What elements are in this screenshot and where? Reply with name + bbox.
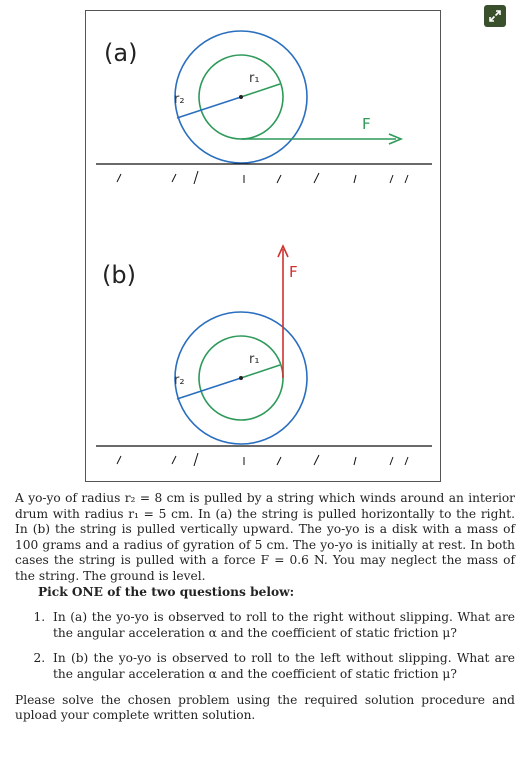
yo-yo-figure	[85, 10, 441, 482]
problem-text	[15, 491, 515, 724]
force-label-a: F	[362, 115, 371, 133]
question-2: 2. In (b) the yo-yo is observed to roll to the left without slipping. What are the angular acceleration α and the coefficient of static friction μ?	[49, 651, 515, 682]
radius-r1-b	[241, 365, 280, 378]
force-label-b: F	[289, 263, 298, 281]
center-dot-a	[239, 95, 243, 99]
expand-image-button[interactable]	[484, 5, 506, 27]
ground-hatching-a	[117, 171, 408, 184]
part-b-label: (b)	[102, 261, 136, 289]
radius-r2-a	[177, 97, 241, 118]
problem-intro: A yo-yo of radius r₂ = 8 cm is pulled by a string which winds around an interior drum with radius r₁ = 5 cm. In (a) the string is pulled horizontally to the right. In (b) the string is pulled vertically upward. The yo-yo is a disk with a mass of 100 grams and a radius of gyration of 5 cm. The yo-yo is initially at rest. In both cases the string is pulled with a force F = 0.6 N. You may neglect the mass of the string. The ground is level.	[15, 491, 515, 583]
expand-arrows-icon	[488, 9, 502, 23]
r2-label-a: r₂	[174, 92, 185, 107]
r2-label-b: r₂	[174, 373, 185, 388]
r1-label-a: r₁	[249, 71, 260, 86]
question-1: 1. In (a) the yo-yo is observed to roll to the right without slipping. What are the angular acceleration α and the coefficient of static friction μ?	[49, 610, 515, 641]
ground-hatching-b	[117, 453, 408, 466]
part-a-label: (a)	[104, 39, 138, 67]
question-list	[15, 610, 515, 682]
r1-label-b: r₁	[249, 352, 260, 367]
pick-instruction: Pick ONE of the two questions below:	[38, 584, 295, 599]
radius-r2-b	[177, 378, 241, 399]
center-dot-b	[239, 376, 243, 380]
radius-r1-a	[241, 84, 280, 97]
closing-instruction: Please solve the chosen problem using the required solution procedure and upload your complete written solution.	[15, 692, 515, 723]
